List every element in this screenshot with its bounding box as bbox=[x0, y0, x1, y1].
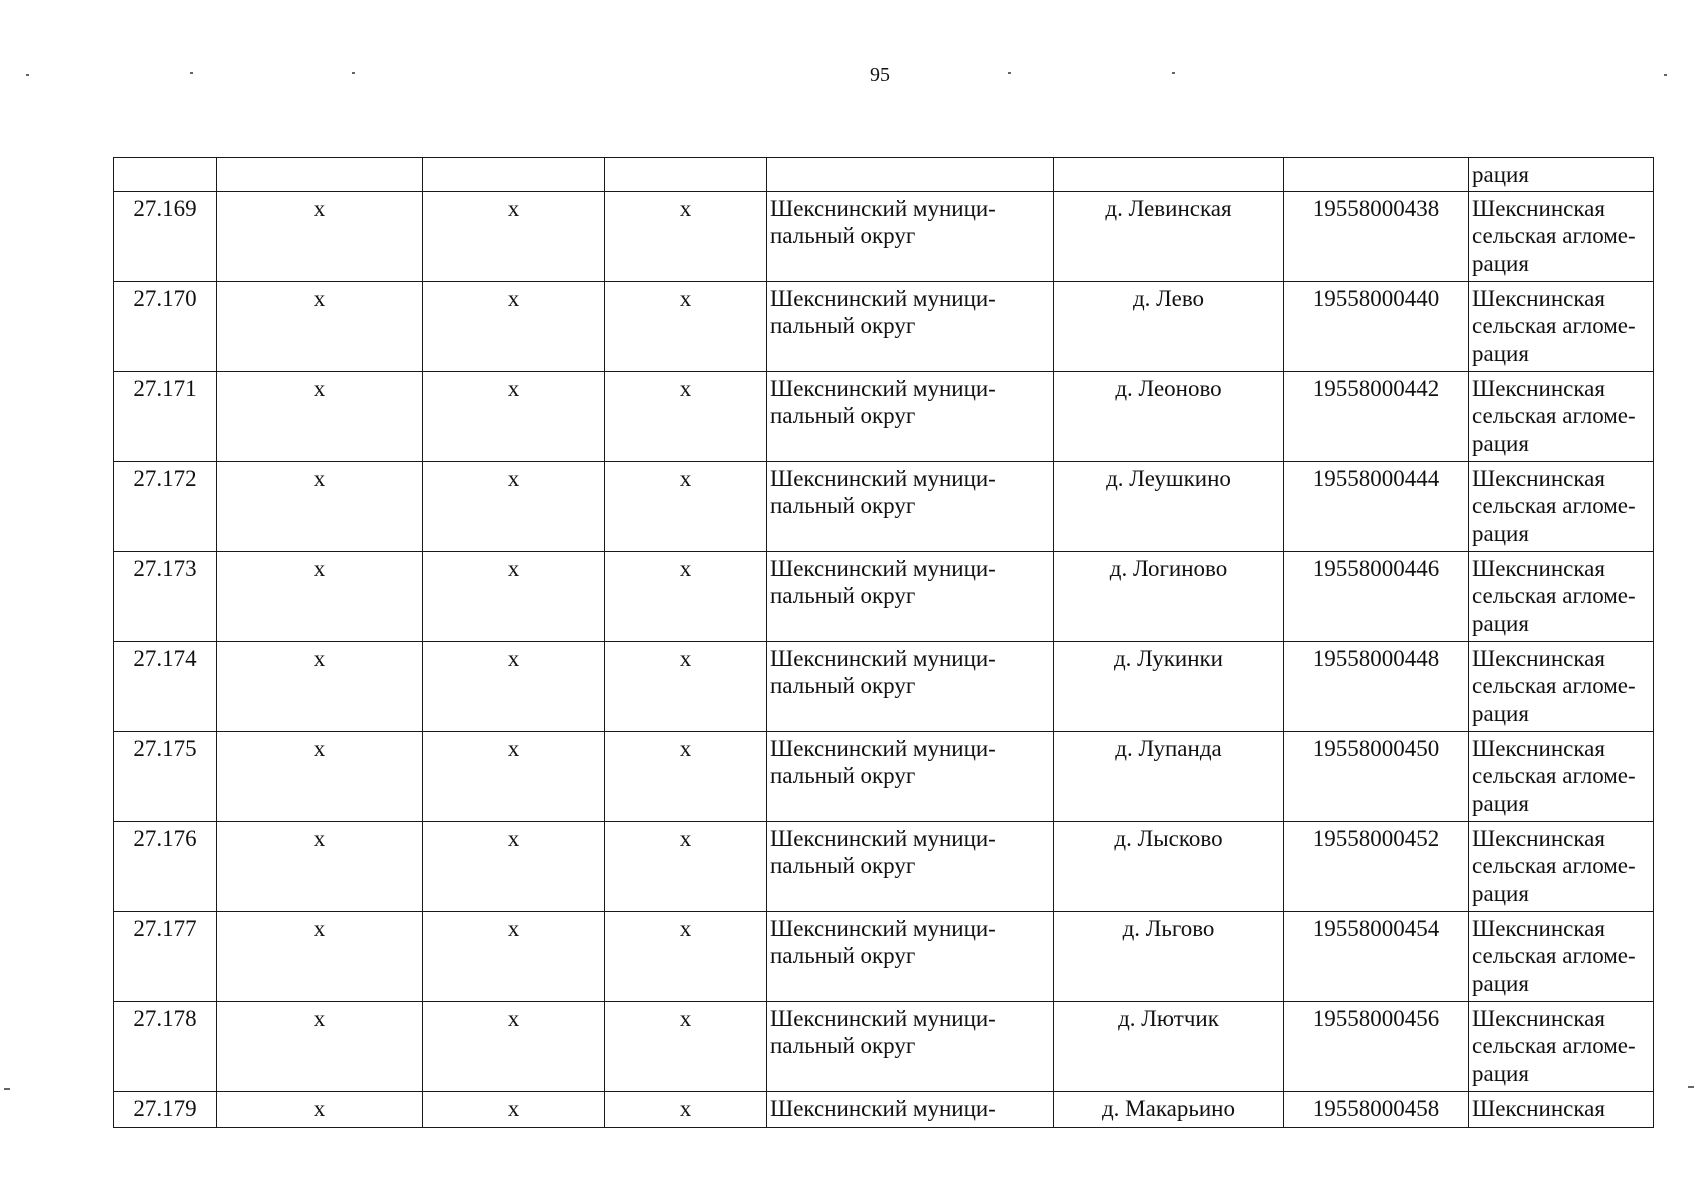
continuation-row bbox=[114, 158, 1654, 192]
table-row bbox=[114, 911, 1654, 1001]
cell-number: 27.173 bbox=[114, 551, 217, 641]
table-row bbox=[114, 821, 1654, 911]
cell-number: 27.178 bbox=[114, 1001, 217, 1091]
cell-district: Шекснинский муници-пальный округ bbox=[767, 461, 1054, 551]
cell-code: 19558000454 bbox=[1284, 911, 1469, 1001]
cell-agglomeration: Шекснинская сельская агломе-рация bbox=[1469, 731, 1654, 821]
cell-mark: х bbox=[605, 281, 767, 371]
cell-empty bbox=[767, 158, 1054, 192]
cell-district: Шекснинский муници-пальный округ bbox=[767, 191, 1054, 281]
cell-settlement: д. Лукинки bbox=[1054, 641, 1284, 731]
cell-mark: х bbox=[423, 551, 605, 641]
cell-settlement: д. Леушкино bbox=[1054, 461, 1284, 551]
cell-agglomeration: Шекснинская сельская агломе-рация bbox=[1469, 911, 1654, 1001]
cell-mark: х bbox=[217, 821, 423, 911]
cell-number: 27.170 bbox=[114, 281, 217, 371]
cell-mark: х bbox=[217, 371, 423, 461]
scan-dot bbox=[1688, 1086, 1694, 1088]
scan-dot bbox=[1664, 74, 1667, 76]
cell-mark: х bbox=[423, 371, 605, 461]
scan-dot bbox=[4, 1088, 10, 1090]
cell-settlement: д. Льгово bbox=[1054, 911, 1284, 1001]
cell-mark: х bbox=[217, 1001, 423, 1091]
cell-settlement: д. Лютчик bbox=[1054, 1001, 1284, 1091]
scan-dot bbox=[26, 74, 29, 76]
cell-district: Шекснинский муници-пальный округ bbox=[767, 551, 1054, 641]
cell-number: 27.172 bbox=[114, 461, 217, 551]
scan-dot bbox=[1172, 72, 1175, 74]
cell-code: 19558000458 bbox=[1284, 1091, 1469, 1127]
cell-mark: х bbox=[217, 191, 423, 281]
cell-mark: х bbox=[605, 641, 767, 731]
page-number: 95 bbox=[870, 64, 890, 86]
cell-agglomeration: Шекснинская сельская агломе-рация bbox=[1469, 821, 1654, 911]
cell-mark: х bbox=[423, 461, 605, 551]
cell-code: 19558000452 bbox=[1284, 821, 1469, 911]
cell-district: Шекснинский муници-пальный округ bbox=[767, 821, 1054, 911]
cell-agglomeration: Шекснинская bbox=[1469, 1091, 1654, 1127]
cell-district: Шекснинский муници-пальный округ bbox=[767, 911, 1054, 1001]
cell-agglomeration: рация bbox=[1469, 158, 1654, 192]
cell-mark: х bbox=[605, 461, 767, 551]
cell-mark: х bbox=[423, 1091, 605, 1127]
cell-empty bbox=[605, 158, 767, 192]
cell-code: 19558000442 bbox=[1284, 371, 1469, 461]
cell-agglomeration: Шекснинская сельская агломе-рация bbox=[1469, 641, 1654, 731]
cell-mark: х bbox=[423, 281, 605, 371]
cell-empty bbox=[217, 158, 423, 192]
table-row bbox=[114, 281, 1654, 371]
cell-mark: х bbox=[217, 281, 423, 371]
cell-empty bbox=[1054, 158, 1284, 192]
cell-empty bbox=[423, 158, 605, 192]
cell-mark: х bbox=[605, 371, 767, 461]
cell-number: 27.179 bbox=[114, 1091, 217, 1127]
table-row bbox=[114, 371, 1654, 461]
cell-agglomeration: Шекснинская сельская агломе-рация bbox=[1469, 551, 1654, 641]
cell-mark: х bbox=[217, 461, 423, 551]
cell-number: 27.171 bbox=[114, 371, 217, 461]
cell-mark: х bbox=[423, 731, 605, 821]
cell-district: Шекснинский муници-пальный округ bbox=[767, 1001, 1054, 1091]
cell-agglomeration: Шекснинская сельская агломе-рация bbox=[1469, 1001, 1654, 1091]
scan-dot bbox=[352, 72, 355, 74]
cell-empty bbox=[1284, 158, 1469, 192]
cell-district: Шекснинский муници-пальный округ bbox=[767, 281, 1054, 371]
table-row bbox=[114, 1001, 1654, 1091]
cell-agglomeration: Шекснинская сельская агломе-рация bbox=[1469, 191, 1654, 281]
cell-mark: х bbox=[605, 1091, 767, 1127]
cell-mark: х bbox=[423, 191, 605, 281]
cell-mark: х bbox=[217, 641, 423, 731]
table-row bbox=[114, 1091, 1654, 1127]
cell-mark: х bbox=[605, 911, 767, 1001]
scan-dot bbox=[190, 72, 193, 74]
cell-empty bbox=[114, 158, 217, 192]
cell-district: Шекснинский муници- bbox=[767, 1091, 1054, 1127]
cell-number: 27.169 bbox=[114, 191, 217, 281]
table-row bbox=[114, 551, 1654, 641]
cell-district: Шекснинский муници-пальный округ bbox=[767, 731, 1054, 821]
cell-code: 19558000450 bbox=[1284, 731, 1469, 821]
cell-mark: х bbox=[605, 1001, 767, 1091]
cell-settlement: д. Лупанда bbox=[1054, 731, 1284, 821]
cell-settlement: д. Логиново bbox=[1054, 551, 1284, 641]
cell-number: 27.175 bbox=[114, 731, 217, 821]
cell-mark: х bbox=[423, 821, 605, 911]
cell-agglomeration: Шекснинская сельская агломе-рация bbox=[1469, 281, 1654, 371]
cell-mark: х bbox=[217, 1091, 423, 1127]
cell-code: 19558000446 bbox=[1284, 551, 1469, 641]
cell-mark: х bbox=[423, 641, 605, 731]
cell-settlement: д. Макарьино bbox=[1054, 1091, 1284, 1127]
table-row bbox=[114, 191, 1654, 281]
cell-code: 19558000448 bbox=[1284, 641, 1469, 731]
cell-code: 19558000440 bbox=[1284, 281, 1469, 371]
table-row bbox=[114, 731, 1654, 821]
cell-code: 19558000456 bbox=[1284, 1001, 1469, 1091]
cell-code: 19558000444 bbox=[1284, 461, 1469, 551]
cell-mark: х bbox=[217, 551, 423, 641]
cell-number: 27.176 bbox=[114, 821, 217, 911]
scan-dot bbox=[1008, 72, 1011, 74]
cell-code: 19558000438 bbox=[1284, 191, 1469, 281]
table-body bbox=[114, 158, 1654, 1128]
cell-mark: х bbox=[605, 731, 767, 821]
cell-number: 27.174 bbox=[114, 641, 217, 731]
table-row bbox=[114, 461, 1654, 551]
registry-table bbox=[113, 157, 1654, 1128]
cell-district: Шекснинский муници-пальный округ bbox=[767, 371, 1054, 461]
cell-settlement: д. Левинская bbox=[1054, 191, 1284, 281]
cell-settlement: д. Лысково bbox=[1054, 821, 1284, 911]
cell-mark: х bbox=[605, 191, 767, 281]
cell-mark: х bbox=[217, 911, 423, 1001]
cell-number: 27.177 bbox=[114, 911, 217, 1001]
cell-district: Шекснинский муници-пальный округ bbox=[767, 641, 1054, 731]
cell-mark: х bbox=[217, 731, 423, 821]
cell-mark: х bbox=[605, 551, 767, 641]
cell-mark: х bbox=[605, 821, 767, 911]
cell-agglomeration: Шекснинская сельская агломе-рация bbox=[1469, 371, 1654, 461]
table-row bbox=[114, 641, 1654, 731]
cell-mark: х bbox=[423, 911, 605, 1001]
cell-agglomeration: Шекснинская сельская агломе-рация bbox=[1469, 461, 1654, 551]
cell-settlement: д. Леоново bbox=[1054, 371, 1284, 461]
cell-mark: х bbox=[423, 1001, 605, 1091]
cell-settlement: д. Лево bbox=[1054, 281, 1284, 371]
